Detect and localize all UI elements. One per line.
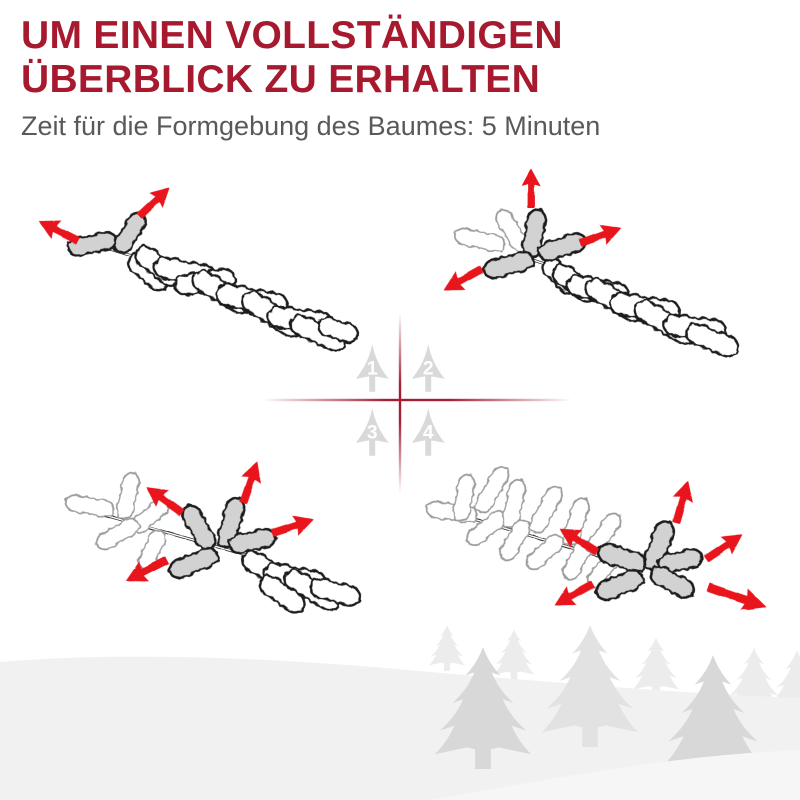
direction-arrow-icon	[438, 260, 487, 300]
quadrant-number: 4	[422, 422, 434, 444]
quadrant-number: 2	[422, 358, 434, 380]
forest-background	[0, 625, 800, 800]
branch-illustration-step-4	[426, 464, 770, 618]
crosshair-horizontal-line	[262, 399, 572, 401]
branch-tip-ghost	[454, 227, 506, 253]
page-title-line-2: ÜBERBLICK ZU ERHALTEN	[21, 57, 541, 101]
quadrant-marker-2	[412, 344, 445, 392]
page-title	[21, 14, 790, 101]
pine-silhouette	[494, 629, 535, 681]
quadrant-marker-3	[356, 408, 389, 456]
crosshair-vertical-line	[399, 313, 401, 493]
branch-tip-ghost	[527, 484, 565, 536]
branch-tip-ghost	[523, 531, 566, 572]
direction-arrow-icon	[666, 478, 699, 526]
quadrant-number: 3	[366, 422, 378, 444]
branch-illustration-step-1	[34, 180, 360, 354]
branch-tip-ghost	[65, 494, 115, 518]
branch-tip-active	[483, 250, 536, 280]
page-subtitle: Zeit für die Formgebung des Baumes: 5 Minuten	[21, 111, 601, 142]
pine-silhouette	[429, 625, 465, 671]
pine-silhouette	[633, 637, 680, 696]
branch-tip-ghost	[115, 472, 140, 520]
quadrant-number: 1	[366, 358, 378, 380]
branch-tip-active	[179, 503, 219, 554]
direction-arrow-icon	[521, 168, 540, 208]
branch-tip-active	[67, 231, 117, 258]
quadrant-marker-1	[356, 344, 389, 392]
branch-tip-ghost	[94, 516, 142, 553]
branch-tip-active	[167, 545, 220, 580]
direction-arrow-icon	[704, 576, 770, 618]
branch-illustration-step-3	[65, 458, 362, 616]
branch-illustration-step-2	[438, 168, 740, 359]
page-header	[21, 14, 790, 142]
direction-arrow-icon	[700, 525, 749, 568]
quadrant-marker-4	[412, 408, 445, 456]
page-title-line-1: UM EINEN VOLLSTÄNDIGEN	[21, 14, 563, 57]
